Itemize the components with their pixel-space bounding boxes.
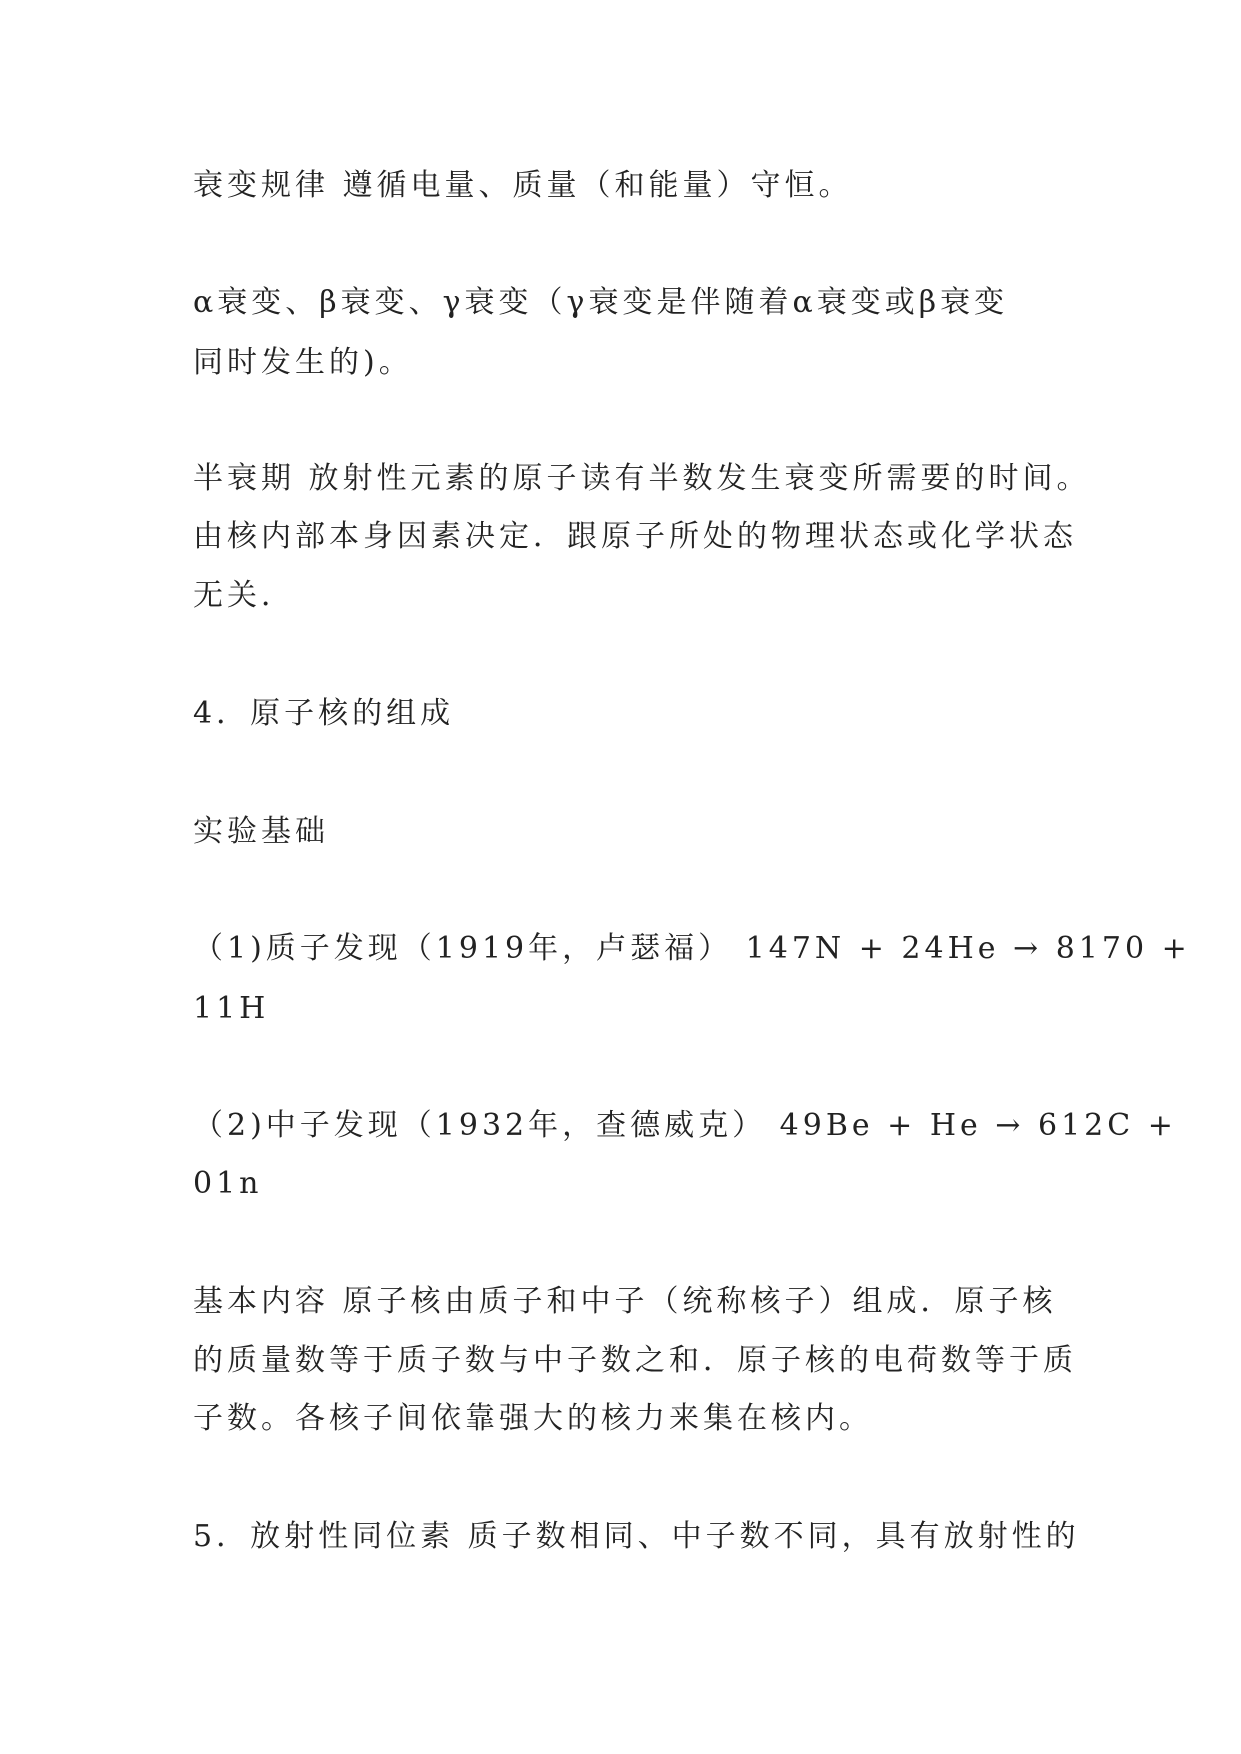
item-neutron-discovery-line-1: （2)中子发现（1932年，查德威克） 49Be + He → 612C + (193, 1108, 1177, 1143)
section-heading-nucleus-composition: 4．原子核的组成 (193, 696, 455, 731)
item-neutron-discovery-line-2: 01n (193, 1166, 263, 1201)
subheading-experimental-basis: 实验基础 (193, 814, 329, 849)
item-proton-discovery-line-1: （1)质子发现（1919年，卢瑟福） 147N + 24He → 8170 + (193, 931, 1191, 966)
paragraph-basic-content-line-2: 的质量数等于质子数与中子数之和．原子核的电荷数等于质 (193, 1343, 1077, 1378)
paragraph-half-life-line-2: 由核内部本身因素决定．跟原子所处的物理状态或化学状态 (193, 519, 1077, 554)
paragraph-decay-types-line-2: 同时发生的)。 (193, 345, 413, 380)
item-proton-discovery-line-2: 11H (193, 991, 270, 1026)
section-heading-radioactive-isotopes: 5．放射性同位素 质子数相同、中子数不同，具有放射性的 (193, 1519, 1080, 1554)
paragraph-half-life-line-3: 无关． (193, 578, 295, 613)
paragraph-decay-types-line-1: α衰变、β衰变、γ衰变（γ衰变是伴随着α衰变或β衰变 (193, 285, 1009, 320)
paragraph-decay-law: 衰变规律 遵循电量、质量（和能量）守恒。 (193, 168, 853, 203)
paragraph-half-life-line-1: 半衰期 放射性元素的原子读有半数发生衰变所需要的时间。 (193, 461, 1091, 496)
paragraph-basic-content-line-1: 基本内容 原子核由质子和中子（统称核子）组成．原子核 (193, 1284, 1057, 1319)
paragraph-basic-content-line-3: 子数。各核子间依靠强大的核力来集在核内。 (193, 1401, 873, 1436)
